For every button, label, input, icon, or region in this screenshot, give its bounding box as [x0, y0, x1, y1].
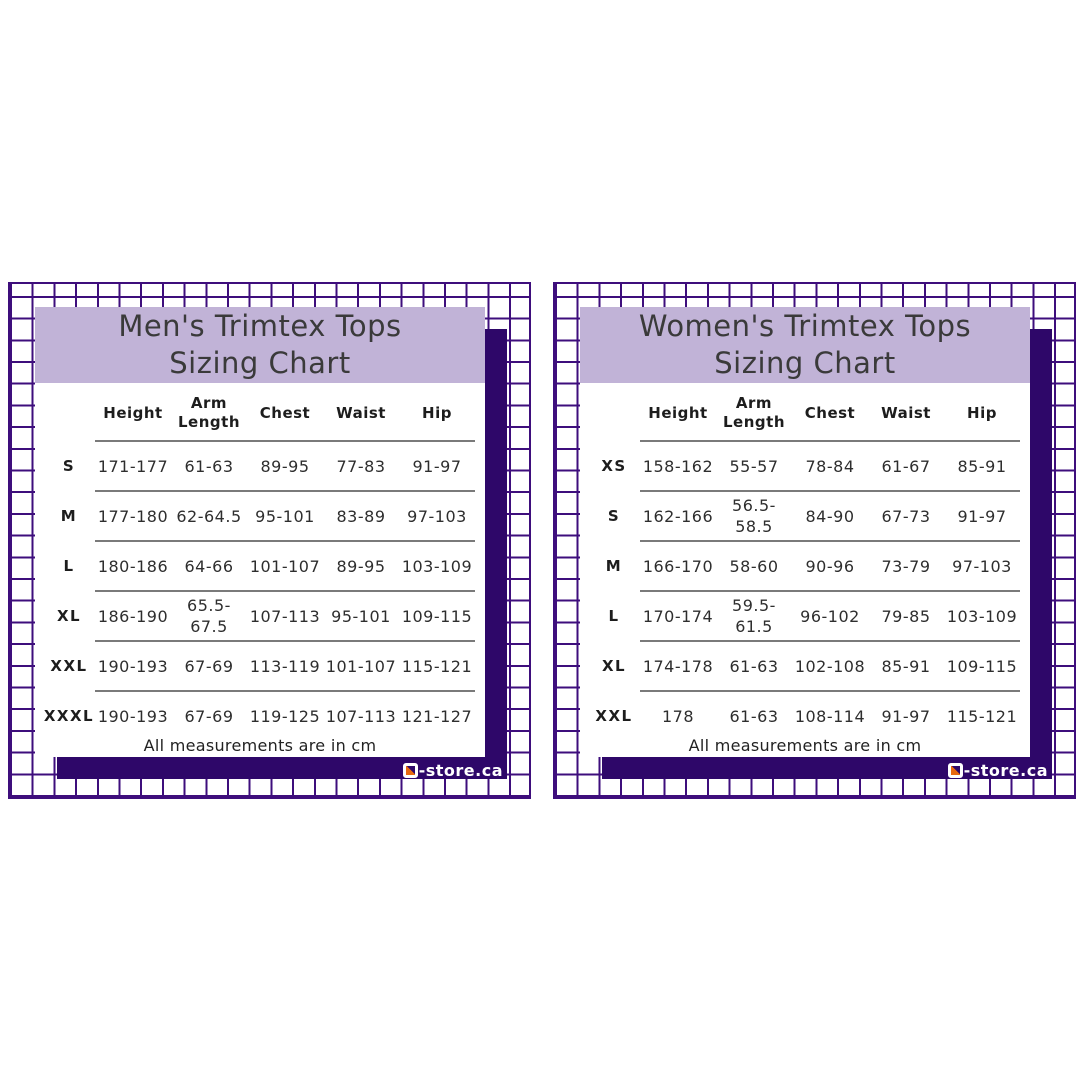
measurement-cell: 109-115	[401, 606, 473, 626]
table-header-row	[588, 385, 1020, 441]
measurement-cell: 83-89	[336, 506, 386, 526]
store-logo-text: -store.ca	[963, 760, 1048, 780]
measurement-cell: 113-119	[249, 656, 321, 676]
measurement-cell: 61-63	[729, 706, 779, 726]
size-label: S	[607, 507, 621, 525]
title-line-1: Men's Trimtex Tops	[118, 309, 402, 343]
column-header-hip: Hip	[422, 403, 452, 422]
table-body	[43, 441, 475, 741]
size-label: XXXL	[43, 707, 95, 725]
measurement-cell: 108-114	[794, 706, 866, 726]
measurement-cell: 97-103	[407, 506, 467, 526]
measurement-unit-note: All measurements are in cm	[688, 736, 922, 755]
column-header-chest: Chest	[804, 403, 856, 422]
measurement-cell: 91-97	[957, 506, 1007, 526]
table-header-row	[43, 385, 475, 441]
size-label: L	[63, 557, 75, 575]
measurement-cell: 85-91	[881, 656, 931, 676]
size-label: XXL	[595, 707, 633, 725]
size-row	[588, 591, 1020, 641]
measurement-cell: 84-90	[805, 506, 855, 526]
measurement-cell: 91-97	[881, 706, 931, 726]
column-header-height: Height	[648, 403, 708, 422]
measurement-cell: 91-97	[412, 456, 462, 476]
measurement-cell: 170-174	[642, 606, 714, 626]
measurement-cell: 107-113	[249, 606, 321, 626]
measurement-cell: 59.5-61.5	[732, 596, 776, 636]
store-logo-text: -store.ca	[418, 760, 503, 780]
womens-sizing-panel	[553, 282, 1076, 799]
measurement-cell: 102-108	[794, 656, 866, 676]
mens-sizing-panel	[8, 282, 531, 799]
measurement-cell: 121-127	[401, 706, 473, 726]
control-flag-icon	[403, 763, 418, 778]
measurement-cell: 78-84	[805, 456, 855, 476]
column-header-chest: Chest	[259, 403, 311, 422]
measurement-cell: 115-121	[401, 656, 473, 676]
size-label: XL	[56, 607, 82, 625]
measurement-cell: 77-83	[336, 456, 386, 476]
measurement-cell: 101-107	[249, 556, 321, 576]
measurement-cell: 55-57	[729, 456, 779, 476]
store-logo	[948, 761, 1048, 779]
size-row	[588, 691, 1020, 741]
measurement-cell: 97-103	[952, 556, 1012, 576]
measurement-cell: 171-177	[97, 456, 169, 476]
measurement-cell: 174-178	[642, 656, 714, 676]
measurement-unit-note: All measurements are in cm	[143, 736, 377, 755]
measurement-cell: 166-170	[642, 556, 714, 576]
size-row	[43, 541, 475, 591]
size-label: XXL	[50, 657, 88, 675]
measurement-cell: 62-64.5	[176, 506, 242, 526]
measurement-cell: 95-101	[331, 606, 391, 626]
column-header-waist: Waist	[881, 403, 931, 422]
table-body	[588, 441, 1020, 741]
column-header-arm-length: Arm Length	[723, 394, 785, 431]
measurement-cell: 89-95	[260, 456, 310, 476]
size-row	[588, 541, 1020, 591]
column-header-hip: Hip	[967, 403, 997, 422]
measurement-cell: 107-113	[325, 706, 397, 726]
measurement-cell: 61-63	[184, 456, 234, 476]
column-header-arm-length: Arm Length	[178, 394, 240, 431]
size-row	[43, 591, 475, 641]
measurement-cell: 186-190	[97, 606, 169, 626]
measurement-cell: 190-193	[97, 656, 169, 676]
size-label: M	[60, 507, 78, 525]
measurement-cell: 56.5-58.5	[732, 496, 776, 536]
measurement-cell: 65.5-67.5	[187, 596, 231, 636]
measurement-cell: 64-66	[184, 556, 234, 576]
size-row	[588, 441, 1020, 491]
measurement-cell: 96-102	[800, 606, 860, 626]
size-row	[43, 691, 475, 741]
measurement-cell: 162-166	[642, 506, 714, 526]
measurement-cell: 119-125	[249, 706, 321, 726]
measurement-cell: 190-193	[97, 706, 169, 726]
title-line-2: Sizing Chart	[169, 346, 351, 380]
measurement-cell: 67-69	[184, 706, 234, 726]
size-label: S	[62, 457, 76, 475]
size-row	[588, 491, 1020, 541]
size-label: L	[608, 607, 620, 625]
size-row	[43, 641, 475, 691]
size-row	[43, 441, 475, 491]
measurement-cell: 73-79	[881, 556, 931, 576]
title-line-2: Sizing Chart	[714, 346, 896, 380]
measurement-cell: 58-60	[729, 556, 779, 576]
measurement-cell: 61-63	[729, 656, 779, 676]
measurement-cell: 67-73	[881, 506, 931, 526]
measurement-cell: 180-186	[97, 556, 169, 576]
size-label: XL	[601, 657, 627, 675]
store-logo	[403, 761, 503, 779]
womens-sizing-table	[588, 385, 1020, 741]
control-flag-icon	[948, 763, 963, 778]
measurement-cell: 115-121	[946, 706, 1018, 726]
mens-panel-content	[35, 307, 485, 757]
title-line-1: Women's Trimtex Tops	[638, 309, 972, 343]
measurement-cell: 103-109	[946, 606, 1018, 626]
size-row	[43, 491, 475, 541]
measurement-cell: 109-115	[946, 656, 1018, 676]
womens-panel-content	[580, 307, 1030, 757]
measurement-cell: 90-96	[805, 556, 855, 576]
mens-chart-title	[35, 307, 485, 383]
womens-chart-title	[580, 307, 1030, 383]
measurement-cell: 79-85	[881, 606, 931, 626]
column-header-waist: Waist	[336, 403, 386, 422]
size-row	[588, 641, 1020, 691]
size-label: M	[605, 557, 623, 575]
measurement-cell: 61-67	[881, 456, 931, 476]
mens-sizing-table	[43, 385, 475, 741]
measurement-cell: 85-91	[957, 456, 1007, 476]
measurement-cell: 101-107	[325, 656, 397, 676]
measurement-cell: 67-69	[184, 656, 234, 676]
measurement-cell: 178	[661, 706, 695, 726]
measurement-cell: 89-95	[336, 556, 386, 576]
measurement-cell: 103-109	[401, 556, 473, 576]
size-label: XS	[601, 457, 627, 475]
measurement-cell: 95-101	[255, 506, 315, 526]
column-header-height: Height	[103, 403, 163, 422]
measurement-cell: 177-180	[97, 506, 169, 526]
measurement-cell: 158-162	[642, 456, 714, 476]
